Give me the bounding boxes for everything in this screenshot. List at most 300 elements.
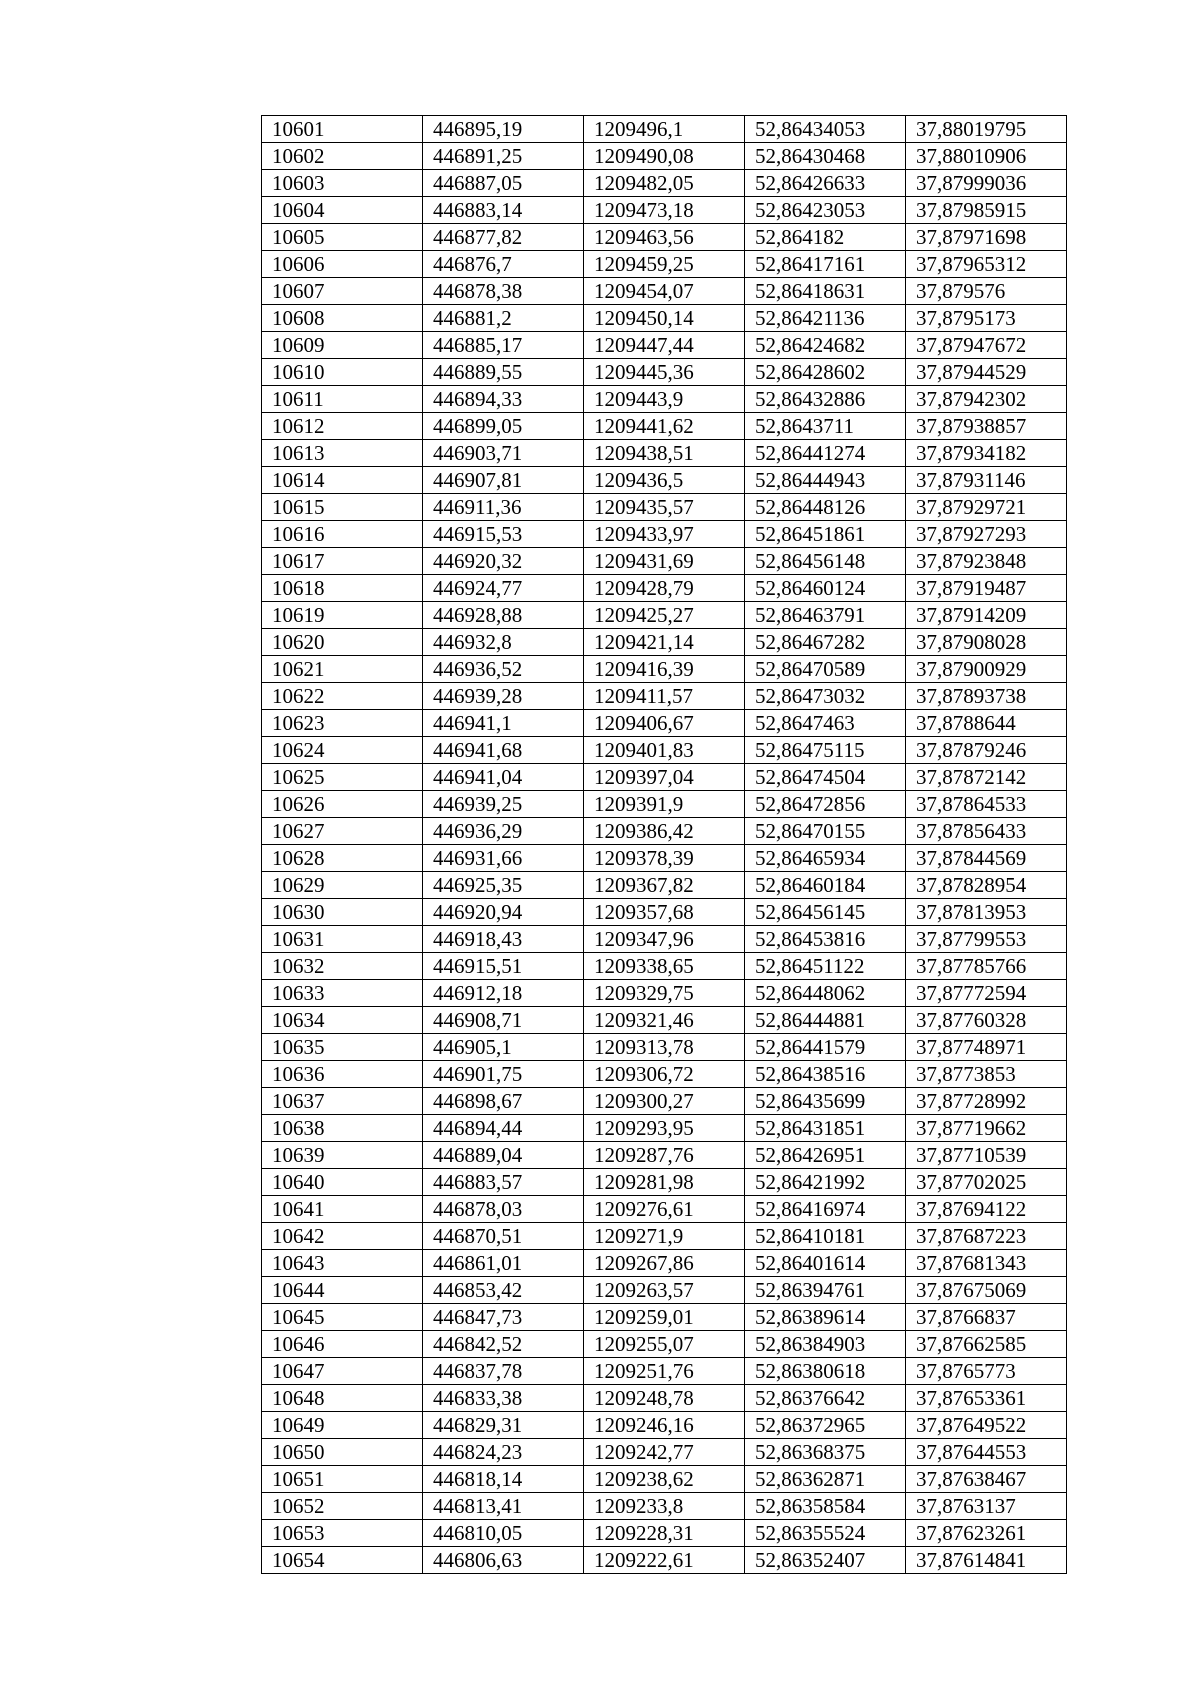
latitude-cell: 52,86451122 [745, 953, 906, 980]
longitude-cell: 37,87681343 [906, 1250, 1067, 1277]
longitude-cell: 37,87694122 [906, 1196, 1067, 1223]
table-row [262, 1331, 1067, 1358]
table-row [262, 656, 1067, 683]
coordinates-table-body [262, 116, 1067, 1574]
coord-x-cell: 446876,7 [423, 251, 584, 278]
table-row [262, 170, 1067, 197]
point-number-cell: 10621 [262, 656, 423, 683]
longitude-cell: 37,87985915 [906, 197, 1067, 224]
longitude-cell: 37,87638467 [906, 1466, 1067, 1493]
point-number-cell: 10616 [262, 521, 423, 548]
point-number-cell: 10654 [262, 1547, 423, 1574]
point-number-cell: 10634 [262, 1007, 423, 1034]
coord-y-cell: 1209459,25 [584, 251, 745, 278]
latitude-cell: 52,8647463 [745, 710, 906, 737]
longitude-cell: 37,87662585 [906, 1331, 1067, 1358]
table-row [262, 791, 1067, 818]
coord-x-cell: 446818,14 [423, 1466, 584, 1493]
coord-y-cell: 1209428,79 [584, 575, 745, 602]
coord-y-cell: 1209347,96 [584, 926, 745, 953]
latitude-cell: 52,86424682 [745, 332, 906, 359]
table-row [262, 1304, 1067, 1331]
coord-y-cell: 1209338,65 [584, 953, 745, 980]
table-row [262, 683, 1067, 710]
latitude-cell: 52,86352407 [745, 1547, 906, 1574]
coord-y-cell: 1209248,78 [584, 1385, 745, 1412]
table-row [262, 764, 1067, 791]
coord-x-cell: 446901,75 [423, 1061, 584, 1088]
longitude-cell: 37,8765773 [906, 1358, 1067, 1385]
longitude-cell: 37,87702025 [906, 1169, 1067, 1196]
coord-y-cell: 1209300,27 [584, 1088, 745, 1115]
point-number-cell: 10638 [262, 1115, 423, 1142]
point-number-cell: 10637 [262, 1088, 423, 1115]
coord-y-cell: 1209433,97 [584, 521, 745, 548]
coord-y-cell: 1209401,83 [584, 737, 745, 764]
coord-x-cell: 446883,57 [423, 1169, 584, 1196]
table-row [262, 197, 1067, 224]
table-row [262, 413, 1067, 440]
point-number-cell: 10610 [262, 359, 423, 386]
latitude-cell: 52,86423053 [745, 197, 906, 224]
table-row [262, 980, 1067, 1007]
table-row [262, 926, 1067, 953]
coord-x-cell: 446928,88 [423, 602, 584, 629]
point-number-cell: 10632 [262, 953, 423, 980]
coord-y-cell: 1209441,62 [584, 413, 745, 440]
longitude-cell: 37,87844569 [906, 845, 1067, 872]
coord-y-cell: 1209386,42 [584, 818, 745, 845]
table-row [262, 1088, 1067, 1115]
coordinates-table [261, 115, 1067, 1574]
table-row [262, 1277, 1067, 1304]
latitude-cell: 52,86432886 [745, 386, 906, 413]
latitude-cell: 52,86389614 [745, 1304, 906, 1331]
table-row [262, 521, 1067, 548]
coord-y-cell: 1209233,8 [584, 1493, 745, 1520]
coord-y-cell: 1209463,56 [584, 224, 745, 251]
latitude-cell: 52,86372965 [745, 1412, 906, 1439]
table-row [262, 872, 1067, 899]
point-number-cell: 10602 [262, 143, 423, 170]
point-number-cell: 10627 [262, 818, 423, 845]
coord-y-cell: 1209259,01 [584, 1304, 745, 1331]
coord-x-cell: 446894,44 [423, 1115, 584, 1142]
point-number-cell: 10609 [262, 332, 423, 359]
table-row [262, 440, 1067, 467]
coord-x-cell: 446889,55 [423, 359, 584, 386]
coord-y-cell: 1209445,36 [584, 359, 745, 386]
coord-x-cell: 446861,01 [423, 1250, 584, 1277]
latitude-cell: 52,86421992 [745, 1169, 906, 1196]
longitude-cell: 37,8773853 [906, 1061, 1067, 1088]
coord-y-cell: 1209431,69 [584, 548, 745, 575]
longitude-cell: 37,87914209 [906, 602, 1067, 629]
table-row [262, 953, 1067, 980]
latitude-cell: 52,86456148 [745, 548, 906, 575]
latitude-cell: 52,86463791 [745, 602, 906, 629]
point-number-cell: 10629 [262, 872, 423, 899]
longitude-cell: 37,87900929 [906, 656, 1067, 683]
latitude-cell: 52,86438516 [745, 1061, 906, 1088]
coord-y-cell: 1209287,76 [584, 1142, 745, 1169]
coord-y-cell: 1209271,9 [584, 1223, 745, 1250]
coord-x-cell: 446932,8 [423, 629, 584, 656]
latitude-cell: 52,86475115 [745, 737, 906, 764]
longitude-cell: 37,87965312 [906, 251, 1067, 278]
coord-x-cell: 446883,14 [423, 197, 584, 224]
latitude-cell: 52,86358584 [745, 1493, 906, 1520]
coord-y-cell: 1209447,44 [584, 332, 745, 359]
coord-x-cell: 446915,53 [423, 521, 584, 548]
longitude-cell: 37,8788644 [906, 710, 1067, 737]
coord-x-cell: 446887,05 [423, 170, 584, 197]
longitude-cell: 37,88019795 [906, 116, 1067, 143]
latitude-cell: 52,86355524 [745, 1520, 906, 1547]
point-number-cell: 10605 [262, 224, 423, 251]
point-number-cell: 10644 [262, 1277, 423, 1304]
point-number-cell: 10619 [262, 602, 423, 629]
point-number-cell: 10628 [262, 845, 423, 872]
point-number-cell: 10604 [262, 197, 423, 224]
coord-y-cell: 1209496,1 [584, 116, 745, 143]
coord-y-cell: 1209443,9 [584, 386, 745, 413]
table-row [262, 1412, 1067, 1439]
table-row [262, 494, 1067, 521]
coord-x-cell: 446829,31 [423, 1412, 584, 1439]
latitude-cell: 52,86467282 [745, 629, 906, 656]
table-row [262, 359, 1067, 386]
coord-x-cell: 446905,1 [423, 1034, 584, 1061]
longitude-cell: 37,87947672 [906, 332, 1067, 359]
longitude-cell: 37,8763137 [906, 1493, 1067, 1520]
table-row [262, 1007, 1067, 1034]
coord-x-cell: 446885,17 [423, 332, 584, 359]
point-number-cell: 10645 [262, 1304, 423, 1331]
table-row [262, 629, 1067, 656]
table-row [262, 548, 1067, 575]
coord-x-cell: 446903,71 [423, 440, 584, 467]
point-number-cell: 10635 [262, 1034, 423, 1061]
coord-x-cell: 446936,52 [423, 656, 584, 683]
longitude-cell: 37,87748971 [906, 1034, 1067, 1061]
table-row [262, 116, 1067, 143]
coord-x-cell: 446813,41 [423, 1493, 584, 1520]
point-number-cell: 10625 [262, 764, 423, 791]
coord-x-cell: 446931,66 [423, 845, 584, 872]
point-number-cell: 10620 [262, 629, 423, 656]
longitude-cell: 37,87785766 [906, 953, 1067, 980]
longitude-cell: 37,87813953 [906, 899, 1067, 926]
longitude-cell: 37,87653361 [906, 1385, 1067, 1412]
point-number-cell: 10611 [262, 386, 423, 413]
coord-y-cell: 1209267,86 [584, 1250, 745, 1277]
coord-x-cell: 446907,81 [423, 467, 584, 494]
longitude-cell: 37,87710539 [906, 1142, 1067, 1169]
latitude-cell: 52,86435699 [745, 1088, 906, 1115]
coord-x-cell: 446920,94 [423, 899, 584, 926]
coord-x-cell: 446847,73 [423, 1304, 584, 1331]
coord-x-cell: 446911,36 [423, 494, 584, 521]
latitude-cell: 52,864182 [745, 224, 906, 251]
point-number-cell: 10603 [262, 170, 423, 197]
coord-x-cell: 446908,71 [423, 1007, 584, 1034]
coord-y-cell: 1209242,77 [584, 1439, 745, 1466]
point-number-cell: 10649 [262, 1412, 423, 1439]
table-row [262, 1466, 1067, 1493]
table-row [262, 1439, 1067, 1466]
coord-x-cell: 446837,78 [423, 1358, 584, 1385]
coord-y-cell: 1209251,76 [584, 1358, 745, 1385]
table-row [262, 1142, 1067, 1169]
table-row [262, 1169, 1067, 1196]
coord-x-cell: 446899,05 [423, 413, 584, 440]
coord-y-cell: 1209255,07 [584, 1331, 745, 1358]
latitude-cell: 52,86401614 [745, 1250, 906, 1277]
latitude-cell: 52,86431851 [745, 1115, 906, 1142]
point-number-cell: 10623 [262, 710, 423, 737]
latitude-cell: 52,86465934 [745, 845, 906, 872]
longitude-cell: 37,8795173 [906, 305, 1067, 332]
longitude-cell: 37,87614841 [906, 1547, 1067, 1574]
coord-x-cell: 446881,2 [423, 305, 584, 332]
longitude-cell: 37,87856433 [906, 818, 1067, 845]
coord-y-cell: 1209367,82 [584, 872, 745, 899]
longitude-cell: 37,87927293 [906, 521, 1067, 548]
point-number-cell: 10622 [262, 683, 423, 710]
coord-y-cell: 1209228,31 [584, 1520, 745, 1547]
point-number-cell: 10641 [262, 1196, 423, 1223]
coord-x-cell: 446941,68 [423, 737, 584, 764]
latitude-cell: 52,86470589 [745, 656, 906, 683]
table-row [262, 1250, 1067, 1277]
longitude-cell: 37,87760328 [906, 1007, 1067, 1034]
latitude-cell: 52,86470155 [745, 818, 906, 845]
coord-y-cell: 1209450,14 [584, 305, 745, 332]
table-row [262, 1034, 1067, 1061]
longitude-cell: 37,87828954 [906, 872, 1067, 899]
longitude-cell: 37,87728992 [906, 1088, 1067, 1115]
table-row [262, 1520, 1067, 1547]
point-number-cell: 10608 [262, 305, 423, 332]
coord-y-cell: 1209454,07 [584, 278, 745, 305]
table-row [262, 1115, 1067, 1142]
latitude-cell: 52,86394761 [745, 1277, 906, 1304]
longitude-cell: 37,87644553 [906, 1439, 1067, 1466]
table-row [262, 1358, 1067, 1385]
latitude-cell: 52,86456145 [745, 899, 906, 926]
point-number-cell: 10607 [262, 278, 423, 305]
table-row [262, 818, 1067, 845]
longitude-cell: 37,87623261 [906, 1520, 1067, 1547]
coord-x-cell: 446920,32 [423, 548, 584, 575]
point-number-cell: 10647 [262, 1358, 423, 1385]
latitude-cell: 52,86376642 [745, 1385, 906, 1412]
latitude-cell: 52,86362871 [745, 1466, 906, 1493]
latitude-cell: 52,86472856 [745, 791, 906, 818]
coord-x-cell: 446806,63 [423, 1547, 584, 1574]
coord-y-cell: 1209222,61 [584, 1547, 745, 1574]
table-row [262, 1061, 1067, 1088]
table-row [262, 1223, 1067, 1250]
latitude-cell: 52,86428602 [745, 359, 906, 386]
table-row [262, 332, 1067, 359]
point-number-cell: 10606 [262, 251, 423, 278]
point-number-cell: 10612 [262, 413, 423, 440]
table-row [262, 1385, 1067, 1412]
longitude-cell: 37,87719662 [906, 1115, 1067, 1142]
latitude-cell: 52,8643711 [745, 413, 906, 440]
coord-y-cell: 1209281,98 [584, 1169, 745, 1196]
point-number-cell: 10633 [262, 980, 423, 1007]
latitude-cell: 52,86417161 [745, 251, 906, 278]
point-number-cell: 10617 [262, 548, 423, 575]
coord-y-cell: 1209473,18 [584, 197, 745, 224]
longitude-cell: 37,87675069 [906, 1277, 1067, 1304]
longitude-cell: 37,87772594 [906, 980, 1067, 1007]
coord-x-cell: 446941,1 [423, 710, 584, 737]
latitude-cell: 52,86426633 [745, 170, 906, 197]
coord-x-cell: 446877,82 [423, 224, 584, 251]
coord-x-cell: 446939,25 [423, 791, 584, 818]
coord-x-cell: 446918,43 [423, 926, 584, 953]
latitude-cell: 52,86421136 [745, 305, 906, 332]
table-row [262, 467, 1067, 494]
longitude-cell: 37,87999036 [906, 170, 1067, 197]
point-number-cell: 10651 [262, 1466, 423, 1493]
point-number-cell: 10642 [262, 1223, 423, 1250]
latitude-cell: 52,86448062 [745, 980, 906, 1007]
coord-x-cell: 446878,38 [423, 278, 584, 305]
table-row [262, 305, 1067, 332]
point-number-cell: 10624 [262, 737, 423, 764]
table-row [262, 251, 1067, 278]
table-row [262, 710, 1067, 737]
latitude-cell: 52,86453816 [745, 926, 906, 953]
latitude-cell: 52,86418631 [745, 278, 906, 305]
longitude-cell: 37,87938857 [906, 413, 1067, 440]
latitude-cell: 52,86410181 [745, 1223, 906, 1250]
table-row [262, 1196, 1067, 1223]
point-number-cell: 10648 [262, 1385, 423, 1412]
coord-y-cell: 1209246,16 [584, 1412, 745, 1439]
coord-y-cell: 1209490,08 [584, 143, 745, 170]
point-number-cell: 10626 [262, 791, 423, 818]
coord-y-cell: 1209293,95 [584, 1115, 745, 1142]
coord-x-cell: 446878,03 [423, 1196, 584, 1223]
coord-y-cell: 1209263,57 [584, 1277, 745, 1304]
coord-y-cell: 1209306,72 [584, 1061, 745, 1088]
longitude-cell: 37,87908028 [906, 629, 1067, 656]
longitude-cell: 37,87944529 [906, 359, 1067, 386]
table-row [262, 278, 1067, 305]
latitude-cell: 52,86430468 [745, 143, 906, 170]
coord-y-cell: 1209482,05 [584, 170, 745, 197]
point-number-cell: 10650 [262, 1439, 423, 1466]
coord-y-cell: 1209411,57 [584, 683, 745, 710]
longitude-cell: 37,87942302 [906, 386, 1067, 413]
coord-x-cell: 446870,51 [423, 1223, 584, 1250]
longitude-cell: 37,87893738 [906, 683, 1067, 710]
coord-x-cell: 446842,52 [423, 1331, 584, 1358]
point-number-cell: 10636 [262, 1061, 423, 1088]
table-row [262, 845, 1067, 872]
coord-x-cell: 446898,67 [423, 1088, 584, 1115]
point-number-cell: 10639 [262, 1142, 423, 1169]
point-number-cell: 10614 [262, 467, 423, 494]
coord-x-cell: 446941,04 [423, 764, 584, 791]
table-row [262, 1493, 1067, 1520]
table-row [262, 386, 1067, 413]
coord-x-cell: 446912,18 [423, 980, 584, 1007]
coord-x-cell: 446925,35 [423, 872, 584, 899]
table-row [262, 602, 1067, 629]
longitude-cell: 37,87799553 [906, 926, 1067, 953]
latitude-cell: 52,86451861 [745, 521, 906, 548]
coord-x-cell: 446915,51 [423, 953, 584, 980]
longitude-cell: 37,8766837 [906, 1304, 1067, 1331]
longitude-cell: 37,87687223 [906, 1223, 1067, 1250]
latitude-cell: 52,86444881 [745, 1007, 906, 1034]
table-row [262, 737, 1067, 764]
latitude-cell: 52,86448126 [745, 494, 906, 521]
longitude-cell: 37,88010906 [906, 143, 1067, 170]
point-number-cell: 10618 [262, 575, 423, 602]
coord-y-cell: 1209438,51 [584, 440, 745, 467]
table-row [262, 143, 1067, 170]
latitude-cell: 52,86416974 [745, 1196, 906, 1223]
latitude-cell: 52,86473032 [745, 683, 906, 710]
latitude-cell: 52,86434053 [745, 116, 906, 143]
coord-y-cell: 1209238,62 [584, 1466, 745, 1493]
coord-x-cell: 446924,77 [423, 575, 584, 602]
coord-y-cell: 1209436,5 [584, 467, 745, 494]
latitude-cell: 52,86474504 [745, 764, 906, 791]
table-row [262, 575, 1067, 602]
longitude-cell: 37,87919487 [906, 575, 1067, 602]
latitude-cell: 52,86380618 [745, 1358, 906, 1385]
coord-y-cell: 1209421,14 [584, 629, 745, 656]
coord-y-cell: 1209397,04 [584, 764, 745, 791]
coord-x-cell: 446853,42 [423, 1277, 584, 1304]
latitude-cell: 52,86444943 [745, 467, 906, 494]
longitude-cell: 37,87649522 [906, 1412, 1067, 1439]
point-number-cell: 10653 [262, 1520, 423, 1547]
coord-y-cell: 1209321,46 [584, 1007, 745, 1034]
point-number-cell: 10631 [262, 926, 423, 953]
latitude-cell: 52,86460184 [745, 872, 906, 899]
table-row [262, 1547, 1067, 1574]
coord-x-cell: 446889,04 [423, 1142, 584, 1169]
coord-y-cell: 1209406,67 [584, 710, 745, 737]
point-number-cell: 10601 [262, 116, 423, 143]
coord-x-cell: 446895,19 [423, 116, 584, 143]
coord-x-cell: 446939,28 [423, 683, 584, 710]
longitude-cell: 37,87929721 [906, 494, 1067, 521]
point-number-cell: 10652 [262, 1493, 423, 1520]
point-number-cell: 10646 [262, 1331, 423, 1358]
coord-y-cell: 1209416,39 [584, 656, 745, 683]
coord-y-cell: 1209435,57 [584, 494, 745, 521]
point-number-cell: 10643 [262, 1250, 423, 1277]
longitude-cell: 37,87971698 [906, 224, 1067, 251]
point-number-cell: 10615 [262, 494, 423, 521]
table-row [262, 224, 1067, 251]
coord-y-cell: 1209378,39 [584, 845, 745, 872]
coord-y-cell: 1209391,9 [584, 791, 745, 818]
coord-y-cell: 1209276,61 [584, 1196, 745, 1223]
point-number-cell: 10630 [262, 899, 423, 926]
